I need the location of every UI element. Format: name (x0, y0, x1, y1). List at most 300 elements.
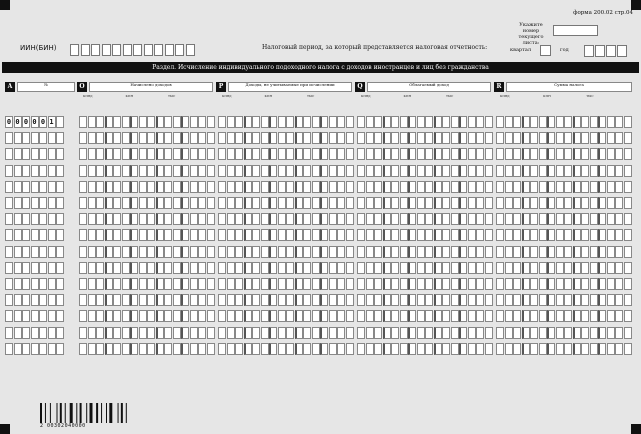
tax-amount-cell[interactable] (505, 327, 513, 339)
row-number-cell[interactable] (31, 278, 39, 290)
tax-amount-cell[interactable] (564, 165, 572, 177)
taxable-income-cell[interactable] (485, 116, 493, 128)
row-number-cell[interactable] (5, 132, 13, 144)
income-cell[interactable] (130, 229, 138, 241)
exempt-income-cell[interactable] (218, 246, 226, 258)
taxable-income-cell[interactable] (434, 181, 442, 193)
tax-amount-cell[interactable] (513, 181, 521, 193)
tax-amount-cell[interactable] (513, 229, 521, 241)
row-number-cell[interactable] (14, 229, 22, 241)
income-cell[interactable] (181, 310, 189, 322)
tax-amount-cell[interactable] (505, 197, 513, 209)
exempt-income-cell[interactable] (269, 148, 277, 160)
tax-amount-cell[interactable] (624, 148, 632, 160)
income-cell[interactable] (207, 197, 215, 209)
exempt-income-cell[interactable] (269, 132, 277, 144)
income-cell[interactable] (79, 165, 87, 177)
taxable-income-cell[interactable] (485, 132, 493, 144)
tax-amount-cell[interactable] (615, 181, 623, 193)
tax-amount-cell[interactable] (590, 278, 598, 290)
income-cell[interactable] (173, 181, 181, 193)
taxable-income-cell[interactable] (425, 132, 433, 144)
tax-amount-cell[interactable] (590, 197, 598, 209)
row-number-cell[interactable] (31, 294, 39, 306)
taxable-income-cell[interactable] (391, 327, 399, 339)
income-cell[interactable] (198, 262, 206, 274)
taxable-income-cell[interactable] (451, 132, 459, 144)
taxable-income-cell[interactable] (485, 327, 493, 339)
income-cell[interactable] (156, 132, 164, 144)
income-cell[interactable] (88, 278, 96, 290)
row-number-cell[interactable] (5, 165, 13, 177)
exempt-income-cell[interactable] (346, 229, 354, 241)
taxable-income-cell[interactable] (442, 310, 450, 322)
tax-amount-cell[interactable] (496, 197, 504, 209)
taxable-income-cell[interactable] (374, 148, 382, 160)
taxable-income-cell[interactable] (391, 197, 399, 209)
tax-amount-cell[interactable] (564, 116, 572, 128)
exempt-income-cell[interactable] (312, 181, 320, 193)
taxable-income-cell[interactable] (417, 278, 425, 290)
taxable-income-cell[interactable] (383, 310, 391, 322)
exempt-income-cell[interactable] (227, 246, 235, 258)
income-cell[interactable] (113, 132, 121, 144)
taxable-income-cell[interactable] (417, 246, 425, 258)
taxable-income-cell[interactable] (442, 278, 450, 290)
exempt-income-cell[interactable] (320, 246, 328, 258)
row-number-cell[interactable] (14, 343, 22, 355)
exempt-income-cell[interactable] (227, 278, 235, 290)
iin-digit-cell[interactable] (165, 44, 174, 56)
tax-amount-cell[interactable] (615, 229, 623, 241)
exempt-income-cell[interactable] (337, 327, 345, 339)
exempt-income-cell[interactable] (269, 181, 277, 193)
tax-amount-cell[interactable] (513, 148, 521, 160)
tax-amount-cell[interactable] (522, 343, 530, 355)
income-cell[interactable] (122, 116, 130, 128)
taxable-income-cell[interactable] (476, 132, 484, 144)
row-number-cell[interactable] (22, 229, 30, 241)
exempt-income-cell[interactable] (286, 213, 294, 225)
exempt-income-cell[interactable] (312, 310, 320, 322)
row-number-cell[interactable] (14, 213, 22, 225)
taxable-income-cell[interactable] (442, 148, 450, 160)
income-cell[interactable] (113, 116, 121, 128)
exempt-income-cell[interactable] (337, 116, 345, 128)
exempt-income-cell[interactable] (235, 213, 243, 225)
exempt-income-cell[interactable] (235, 132, 243, 144)
exempt-income-cell[interactable] (286, 327, 294, 339)
exempt-income-cell[interactable] (286, 132, 294, 144)
taxable-income-cell[interactable] (434, 116, 442, 128)
tax-amount-cell[interactable] (581, 148, 589, 160)
row-number-cell[interactable] (48, 343, 56, 355)
exempt-income-cell[interactable] (278, 343, 286, 355)
income-cell[interactable] (198, 132, 206, 144)
exempt-income-cell[interactable] (235, 327, 243, 339)
exempt-income-cell[interactable] (346, 213, 354, 225)
exempt-income-cell[interactable] (278, 197, 286, 209)
exempt-income-cell[interactable] (312, 246, 320, 258)
income-cell[interactable] (130, 116, 138, 128)
income-cell[interactable] (88, 197, 96, 209)
exempt-income-cell[interactable] (261, 116, 269, 128)
income-cell[interactable] (105, 165, 113, 177)
income-cell[interactable] (156, 246, 164, 258)
row-number-cell[interactable] (14, 197, 22, 209)
row-number-cell[interactable] (56, 148, 64, 160)
tax-amount-cell[interactable] (598, 246, 606, 258)
income-cell[interactable] (207, 294, 215, 306)
income-cell[interactable] (164, 294, 172, 306)
tax-amount-cell[interactable] (530, 343, 538, 355)
income-cell[interactable] (173, 278, 181, 290)
income-cell[interactable] (190, 181, 198, 193)
tax-amount-cell[interactable] (624, 278, 632, 290)
exempt-income-cell[interactable] (261, 262, 269, 274)
income-cell[interactable] (105, 327, 113, 339)
taxable-income-cell[interactable] (451, 310, 459, 322)
exempt-income-cell[interactable] (337, 278, 345, 290)
row-number-cell[interactable] (22, 310, 30, 322)
exempt-income-cell[interactable] (218, 197, 226, 209)
taxable-income-cell[interactable] (459, 165, 467, 177)
income-cell[interactable] (190, 262, 198, 274)
income-cell[interactable] (113, 278, 121, 290)
exempt-income-cell[interactable] (295, 327, 303, 339)
income-cell[interactable] (96, 181, 104, 193)
income-cell[interactable] (139, 116, 147, 128)
taxable-income-cell[interactable] (434, 148, 442, 160)
income-cell[interactable] (105, 116, 113, 128)
row-number-cell[interactable]: 0 (23, 118, 29, 126)
tax-amount-cell[interactable] (539, 343, 547, 355)
tax-amount-cell[interactable] (496, 294, 504, 306)
exempt-income-cell[interactable] (337, 132, 345, 144)
exempt-income-cell[interactable] (218, 310, 226, 322)
taxable-income-cell[interactable] (451, 197, 459, 209)
exempt-income-cell[interactable] (329, 327, 337, 339)
tax-amount-cell[interactable] (496, 310, 504, 322)
exempt-income-cell[interactable] (244, 343, 252, 355)
exempt-income-cell[interactable] (329, 148, 337, 160)
taxable-income-cell[interactable] (468, 278, 476, 290)
taxable-income-cell[interactable] (400, 181, 408, 193)
income-cell[interactable] (122, 213, 130, 225)
taxable-income-cell[interactable] (434, 310, 442, 322)
exempt-income-cell[interactable] (244, 197, 252, 209)
taxable-income-cell[interactable] (434, 197, 442, 209)
tax-amount-cell[interactable] (539, 327, 547, 339)
tax-amount-cell[interactable] (581, 310, 589, 322)
exempt-income-cell[interactable] (244, 294, 252, 306)
exempt-income-cell[interactable] (252, 116, 260, 128)
exempt-income-cell[interactable] (227, 116, 235, 128)
tax-amount-cell[interactable] (505, 278, 513, 290)
iin-digit-cell[interactable] (123, 44, 132, 56)
exempt-income-cell[interactable] (286, 294, 294, 306)
taxable-income-cell[interactable] (476, 294, 484, 306)
income-cell[interactable] (113, 343, 121, 355)
tax-amount-cell[interactable] (624, 116, 632, 128)
tax-amount-cell[interactable] (522, 165, 530, 177)
tax-amount-cell[interactable] (513, 116, 521, 128)
row-number-cell[interactable] (14, 310, 22, 322)
income-cell[interactable] (105, 132, 113, 144)
taxable-income-cell[interactable] (442, 165, 450, 177)
tax-amount-cell[interactable] (581, 262, 589, 274)
exempt-income-cell[interactable] (244, 229, 252, 241)
income-cell[interactable] (88, 229, 96, 241)
tax-amount-cell[interactable] (564, 148, 572, 160)
tax-amount-cell[interactable] (573, 246, 581, 258)
taxable-income-cell[interactable] (417, 132, 425, 144)
exempt-income-cell[interactable] (227, 310, 235, 322)
tax-amount-cell[interactable] (615, 213, 623, 225)
income-cell[interactable] (139, 310, 147, 322)
exempt-income-cell[interactable] (252, 278, 260, 290)
income-cell[interactable] (113, 246, 121, 258)
income-cell[interactable] (190, 343, 198, 355)
taxable-income-cell[interactable] (442, 343, 450, 355)
taxable-income-cell[interactable] (451, 327, 459, 339)
row-number-cell[interactable] (5, 294, 13, 306)
exempt-income-cell[interactable] (286, 343, 294, 355)
exempt-income-cell[interactable] (235, 343, 243, 355)
taxable-income-cell[interactable] (485, 181, 493, 193)
taxable-income-cell[interactable] (408, 116, 416, 128)
tax-amount-cell[interactable] (607, 262, 615, 274)
tax-amount-cell[interactable] (564, 213, 572, 225)
exempt-income-cell[interactable] (320, 132, 328, 144)
row-number-cell[interactable] (39, 327, 47, 339)
exempt-income-cell[interactable] (235, 116, 243, 128)
tax-amount-cell[interactable] (598, 294, 606, 306)
tax-amount-cell[interactable] (581, 116, 589, 128)
tax-amount-cell[interactable] (607, 197, 615, 209)
taxable-income-cell[interactable] (442, 262, 450, 274)
row-number-cell[interactable] (56, 294, 64, 306)
income-cell[interactable] (147, 213, 155, 225)
tax-amount-cell[interactable] (607, 343, 615, 355)
exempt-income-cell[interactable] (303, 213, 311, 225)
row-number-cell[interactable] (56, 278, 64, 290)
exempt-income-cell[interactable] (227, 229, 235, 241)
income-cell[interactable] (88, 165, 96, 177)
income-cell[interactable] (147, 132, 155, 144)
income-cell[interactable] (207, 116, 215, 128)
tax-amount-cell[interactable] (496, 229, 504, 241)
tax-amount-cell[interactable] (581, 165, 589, 177)
exempt-income-cell[interactable] (269, 262, 277, 274)
taxable-income-cell[interactable] (383, 181, 391, 193)
taxable-income-cell[interactable] (357, 229, 365, 241)
taxable-income-cell[interactable] (425, 294, 433, 306)
iin-digit-cell[interactable] (133, 44, 142, 56)
income-cell[interactable] (198, 327, 206, 339)
income-cell[interactable] (105, 278, 113, 290)
taxable-income-cell[interactable] (374, 343, 382, 355)
tax-amount-cell[interactable] (581, 197, 589, 209)
exempt-income-cell[interactable] (235, 165, 243, 177)
income-cell[interactable] (207, 213, 215, 225)
row-number-cell[interactable] (56, 229, 64, 241)
taxable-income-cell[interactable] (383, 278, 391, 290)
income-cell[interactable] (181, 327, 189, 339)
taxable-income-cell[interactable] (434, 327, 442, 339)
taxable-income-cell[interactable] (383, 165, 391, 177)
exempt-income-cell[interactable] (244, 262, 252, 274)
income-cell[interactable] (79, 116, 87, 128)
taxable-income-cell[interactable] (442, 116, 450, 128)
taxable-income-cell[interactable] (476, 116, 484, 128)
row-number-cell[interactable] (22, 197, 30, 209)
exempt-income-cell[interactable] (227, 132, 235, 144)
exempt-income-cell[interactable] (252, 246, 260, 258)
row-number-cell[interactable] (14, 327, 22, 339)
tax-amount-cell[interactable] (539, 262, 547, 274)
tax-amount-cell[interactable] (573, 132, 581, 144)
taxable-income-cell[interactable] (434, 262, 442, 274)
tax-amount-cell[interactable] (505, 116, 513, 128)
quarter-field[interactable] (540, 45, 551, 56)
income-cell[interactable] (88, 294, 96, 306)
tax-amount-cell[interactable] (573, 213, 581, 225)
tax-amount-cell[interactable] (590, 262, 598, 274)
income-cell[interactable] (139, 132, 147, 144)
exempt-income-cell[interactable] (312, 294, 320, 306)
tax-amount-cell[interactable] (547, 181, 555, 193)
income-cell[interactable] (181, 197, 189, 209)
tax-amount-cell[interactable] (522, 148, 530, 160)
exempt-income-cell[interactable] (337, 262, 345, 274)
taxable-income-cell[interactable] (391, 229, 399, 241)
exempt-income-cell[interactable] (329, 197, 337, 209)
row-number-cell[interactable] (22, 148, 30, 160)
income-cell[interactable] (190, 116, 198, 128)
taxable-income-cell[interactable] (485, 310, 493, 322)
tax-amount-cell[interactable] (624, 213, 632, 225)
taxable-income-cell[interactable] (468, 343, 476, 355)
tax-amount-cell[interactable] (530, 310, 538, 322)
taxable-income-cell[interactable] (434, 132, 442, 144)
tax-amount-cell[interactable] (573, 294, 581, 306)
taxable-income-cell[interactable] (451, 229, 459, 241)
taxable-income-cell[interactable] (391, 294, 399, 306)
income-cell[interactable] (173, 343, 181, 355)
exempt-income-cell[interactable] (286, 310, 294, 322)
taxable-income-cell[interactable] (357, 181, 365, 193)
taxable-income-cell[interactable] (400, 310, 408, 322)
income-cell[interactable] (96, 278, 104, 290)
exempt-income-cell[interactable] (329, 294, 337, 306)
taxable-income-cell[interactable] (408, 213, 416, 225)
taxable-income-cell[interactable] (383, 262, 391, 274)
exempt-income-cell[interactable] (252, 229, 260, 241)
tax-amount-cell[interactable] (590, 310, 598, 322)
taxable-income-cell[interactable] (468, 310, 476, 322)
taxable-income-cell[interactable] (357, 116, 365, 128)
tax-amount-cell[interactable] (581, 246, 589, 258)
tax-amount-cell[interactable] (598, 310, 606, 322)
row-number-cell[interactable] (39, 278, 47, 290)
exempt-income-cell[interactable] (303, 327, 311, 339)
taxable-income-cell[interactable] (417, 310, 425, 322)
taxable-income-cell[interactable] (468, 165, 476, 177)
income-cell[interactable] (113, 181, 121, 193)
taxable-income-cell[interactable] (425, 229, 433, 241)
tax-amount-cell[interactable] (505, 294, 513, 306)
tax-amount-cell[interactable] (581, 278, 589, 290)
income-cell[interactable] (147, 294, 155, 306)
row-number-cell[interactable] (22, 213, 30, 225)
tax-amount-cell[interactable] (547, 165, 555, 177)
row-number-cell[interactable] (48, 262, 56, 274)
tax-amount-cell[interactable] (624, 165, 632, 177)
tax-amount-cell[interactable] (624, 294, 632, 306)
exempt-income-cell[interactable] (346, 148, 354, 160)
exempt-income-cell[interactable] (312, 165, 320, 177)
taxable-income-cell[interactable] (400, 148, 408, 160)
income-cell[interactable] (156, 327, 164, 339)
exempt-income-cell[interactable] (329, 246, 337, 258)
tax-amount-cell[interactable] (607, 116, 615, 128)
tax-amount-cell[interactable] (607, 181, 615, 193)
taxable-income-cell[interactable] (374, 310, 382, 322)
exempt-income-cell[interactable] (218, 327, 226, 339)
taxable-income-cell[interactable] (357, 294, 365, 306)
exempt-income-cell[interactable] (261, 343, 269, 355)
income-cell[interactable] (113, 213, 121, 225)
tax-amount-cell[interactable] (530, 116, 538, 128)
tax-amount-cell[interactable] (496, 165, 504, 177)
income-cell[interactable] (139, 181, 147, 193)
income-cell[interactable] (79, 229, 87, 241)
exempt-income-cell[interactable] (269, 229, 277, 241)
income-cell[interactable] (113, 310, 121, 322)
taxable-income-cell[interactable] (357, 197, 365, 209)
income-cell[interactable] (122, 343, 130, 355)
income-cell[interactable] (96, 213, 104, 225)
exempt-income-cell[interactable] (346, 181, 354, 193)
income-cell[interactable] (207, 343, 215, 355)
tax-amount-cell[interactable] (530, 229, 538, 241)
iin-digit-cell[interactable] (154, 44, 163, 56)
tax-amount-cell[interactable] (573, 310, 581, 322)
year-digit-cell[interactable] (584, 45, 594, 57)
taxable-income-cell[interactable] (459, 213, 467, 225)
tax-amount-cell[interactable] (530, 327, 538, 339)
income-cell[interactable] (113, 165, 121, 177)
exempt-income-cell[interactable] (312, 262, 320, 274)
income-cell[interactable] (139, 262, 147, 274)
tax-amount-cell[interactable] (539, 229, 547, 241)
row-number-cell[interactable] (48, 197, 56, 209)
tax-amount-cell[interactable] (556, 294, 564, 306)
taxable-income-cell[interactable] (468, 132, 476, 144)
taxable-income-cell[interactable] (357, 327, 365, 339)
exempt-income-cell[interactable] (303, 262, 311, 274)
income-cell[interactable] (139, 278, 147, 290)
income-cell[interactable] (88, 310, 96, 322)
exempt-income-cell[interactable] (295, 229, 303, 241)
tax-amount-cell[interactable] (556, 229, 564, 241)
income-cell[interactable] (88, 327, 96, 339)
taxable-income-cell[interactable] (442, 197, 450, 209)
row-number-cell[interactable] (56, 310, 64, 322)
taxable-income-cell[interactable] (366, 181, 374, 193)
tax-amount-cell[interactable] (573, 148, 581, 160)
